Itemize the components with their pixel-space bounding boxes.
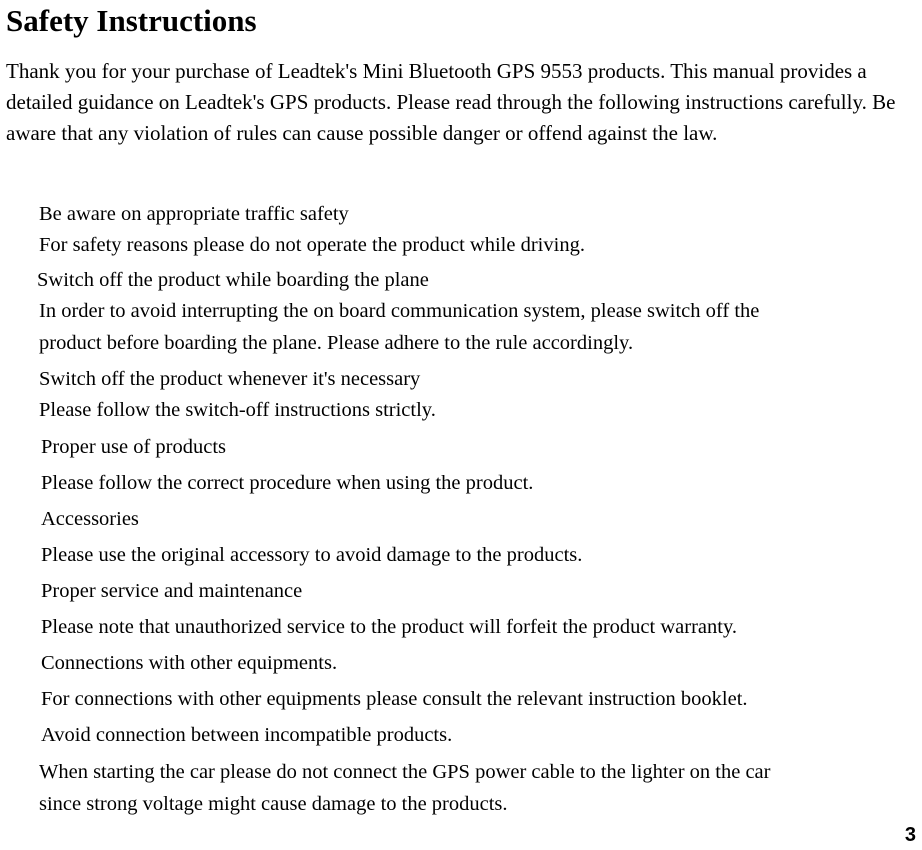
section-body-service: Please note that unauthorized service to the product will forfeit the product warranty. [41, 616, 737, 638]
section-heading-accessories: Accessories [41, 508, 139, 530]
section-body-switch-off: Please follow the switch-off instructions strictly. [39, 399, 436, 421]
section-heading-incompatible: Avoid connection between incompatible products. [41, 724, 453, 746]
page-number: 3 [904, 824, 916, 846]
section-body-proper-use: Please follow the correct procedure when using the product. [41, 472, 534, 494]
section-body-connections: For connections with other equipments please consult the relevant instruction booklet. [41, 688, 748, 710]
intro-paragraph: Thank you for your purchase of Leadtek's Mini Bluetooth GPS 9553 products. This manual provides a detailed guidance on Leadtek's GPS products. Please read through the following instructions carefully. Be aware that any violation of rules can cause possible danger or offend against the law. [6, 59, 896, 145]
section-body-incompatible-line-2: since strong voltage might cause damage to the products. [39, 793, 508, 815]
section-body-plane-line-2: product before boarding the plane. Please adhere to the rule accordingly. [39, 332, 634, 354]
section-body-incompatible-line-1: When starting the car please do not connect the GPS power cable to the lighter on the car [39, 761, 771, 783]
section-body-accessories: Please use the original accessory to avoid damage to the products. [41, 544, 583, 566]
section-heading-switch-off: Switch off the product whenever it's necessary [39, 368, 421, 390]
section-body-plane-line-1: In order to avoid interrupting the on board communication system, please switch off the [39, 300, 760, 322]
page-title: Safety Instructions [6, 3, 257, 38]
section-heading-proper-use: Proper use of products [41, 436, 227, 458]
section-heading-connections: Connections with other equipments. [41, 652, 338, 674]
section-body-traffic-safety: For safety reasons please do not operate the product while driving. [39, 234, 585, 256]
section-heading-traffic-safety: Be aware on appropriate traffic safety [39, 203, 349, 225]
section-heading-service: Proper service and maintenance [41, 580, 303, 602]
section-heading-plane: Switch off the product while boarding the plane [37, 269, 429, 291]
